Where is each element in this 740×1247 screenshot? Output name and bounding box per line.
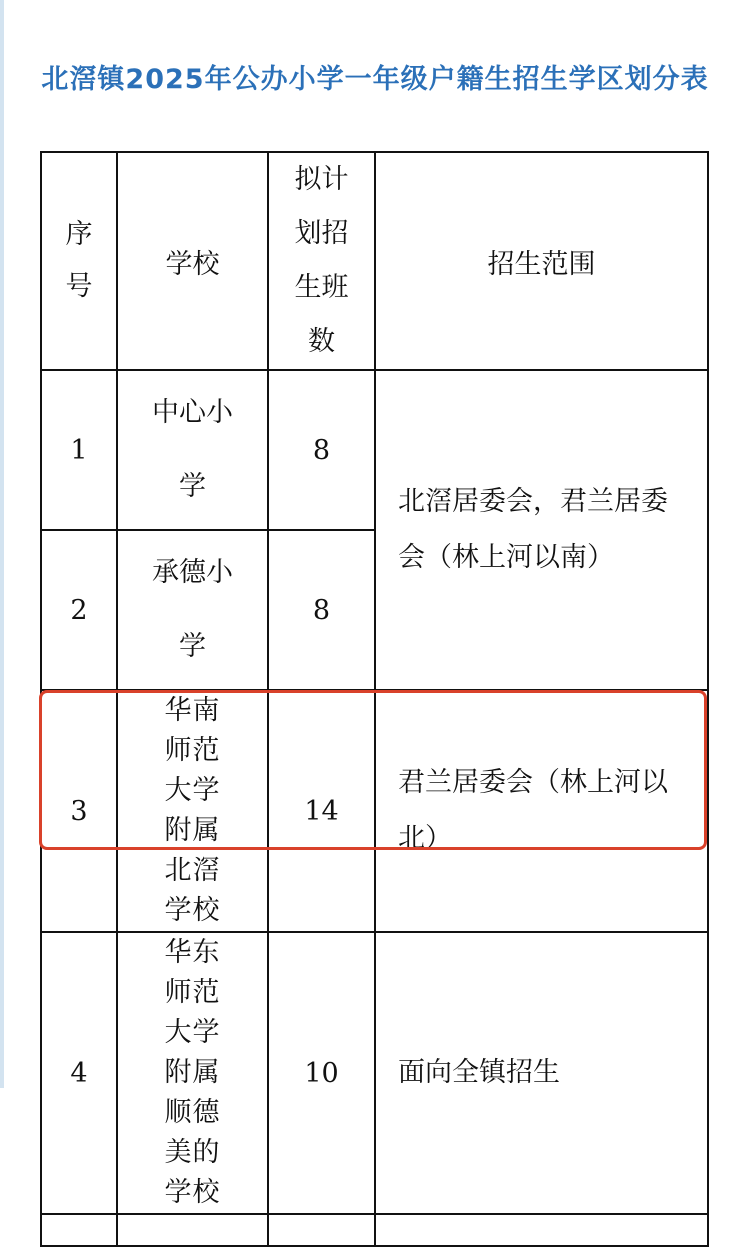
cell-classes: 8 xyxy=(268,530,375,690)
page-title: 北滘镇2025年公办小学一年级户籍生招生学区划分表 xyxy=(41,64,709,95)
header-scope: 招生范围 xyxy=(375,152,708,370)
cell-classes: 10 xyxy=(268,932,375,1214)
cell-scope: 君兰居委会（林上河以北） xyxy=(375,690,708,932)
table-row-partial xyxy=(41,1214,708,1246)
cell-scope: 面向全镇招生 xyxy=(375,932,708,1214)
page-left-rule xyxy=(0,0,4,1088)
cell-school: 华南师范大学附属北滘学校 xyxy=(117,690,268,932)
cell-school: 承德小学 xyxy=(117,530,268,690)
cell-school: 华东师范大学附属顺德美的学校 xyxy=(117,932,268,1214)
table-header-row xyxy=(41,152,708,370)
header-classes: 拟计划招生班数 xyxy=(268,152,375,370)
header-index: 序号 xyxy=(41,152,117,370)
table-row xyxy=(41,370,708,530)
cell-classes: 8 xyxy=(268,370,375,530)
cell-index: 4 xyxy=(41,932,117,1214)
enrollment-table xyxy=(40,151,709,1247)
cell-index: 1 xyxy=(41,370,117,530)
cell-index: 3 xyxy=(41,690,117,932)
cell-school: 中心小学 xyxy=(117,370,268,530)
cell-scope: 北滘居委会，君兰居委会（林上河以南） xyxy=(375,370,708,690)
table-row xyxy=(41,932,708,1214)
cell-classes: 14 xyxy=(268,690,375,932)
header-school: 学校 xyxy=(117,152,268,370)
cell-index: 2 xyxy=(41,530,117,690)
table-row xyxy=(41,690,708,932)
